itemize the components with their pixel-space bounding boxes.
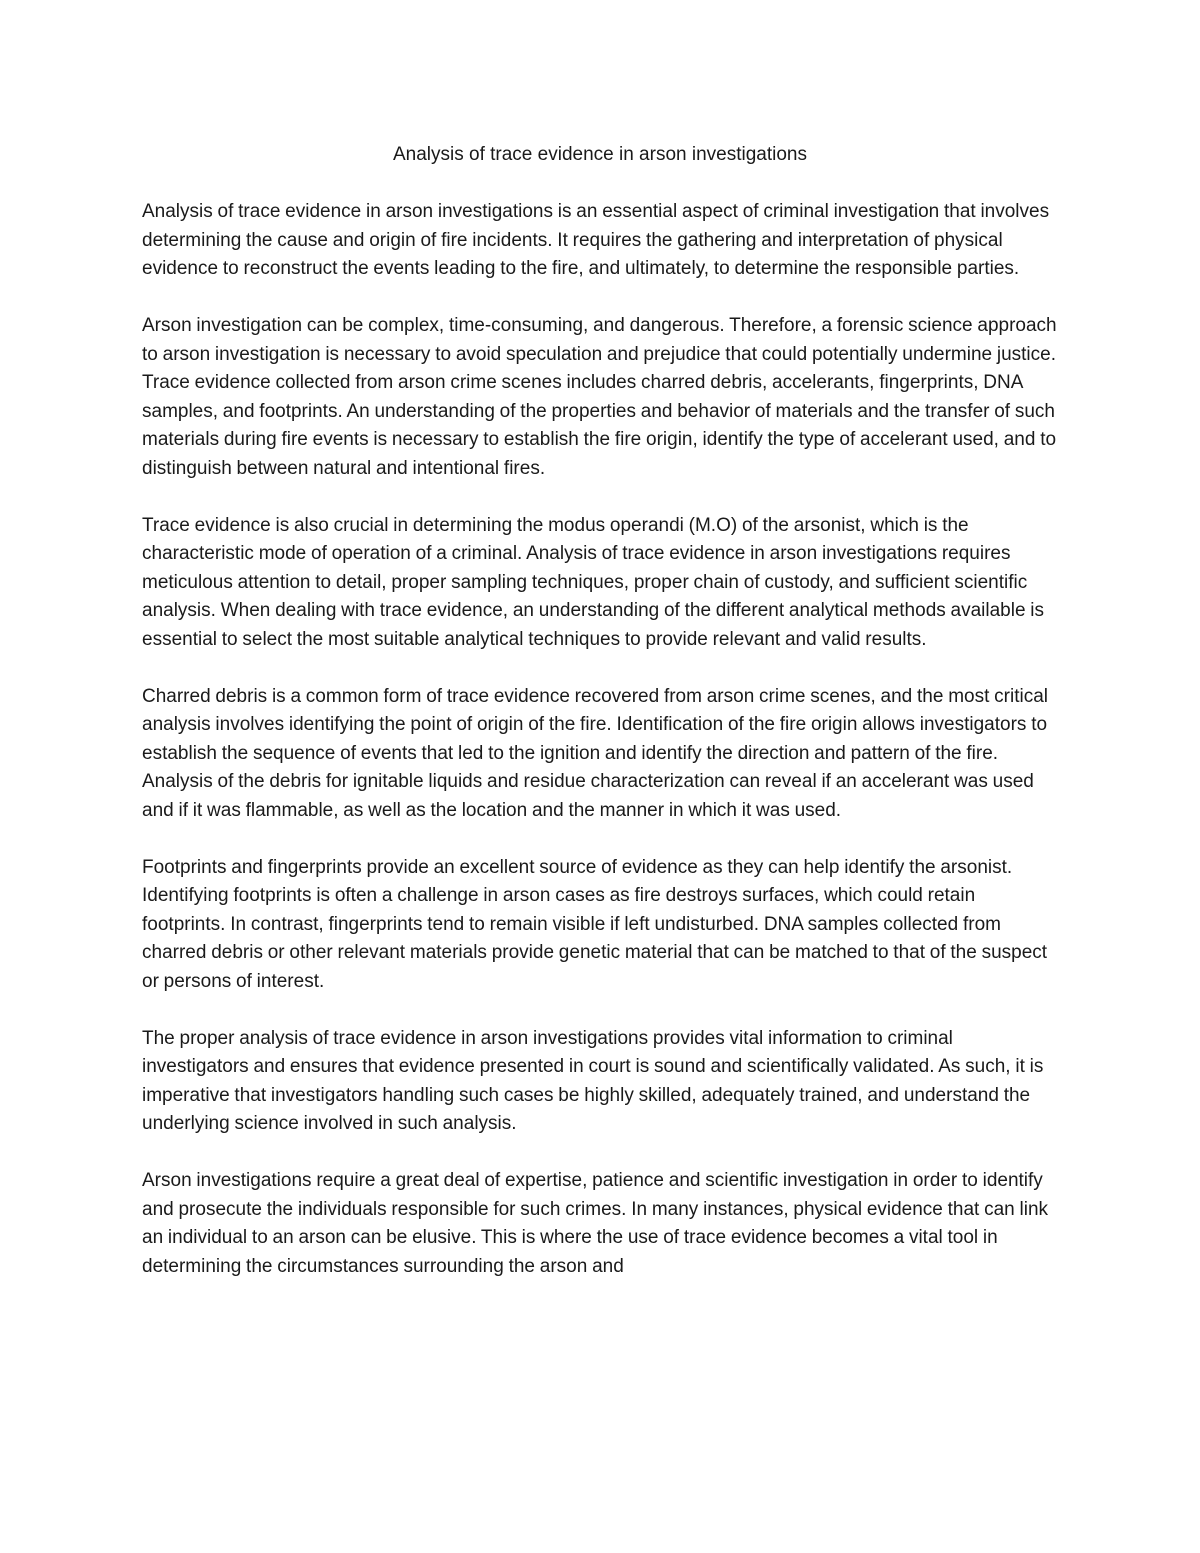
paragraph-3: Trace evidence is also crucial in determining the modus operandi (M.O) of the arsonist, which is the characteristic mode of operation of a criminal. Analysis of trace evidence in arson investigations requires meticulous attention to detail, proper sampling techniques, proper chain of custody, and sufficient scientific analysis. When dealing with trace evidence, an understanding of the different analytical methods available is essential to select the most suitable analytical techniques to provide relevant and valid results. [142, 514, 1045, 650]
document-body [142, 198, 1060, 1310]
paragraph-7: Arson investigations require a great deal of expertise, patience and scientific investigation in order to identify and prosecute the individuals responsible for such crimes. In many instances, physical evidence that can link an individual to an arson can be elusive. This is where the use of trace evidence becomes a vital tool in determining the circumstances surrounding the arson and [142, 1170, 1049, 1277]
paragraph-2: Arson investigation can be complex, time-consuming, and dangerous. Therefore, a forensic science approach to arson investigation is necessary to avoid speculation and prejudice that could potentially undermine justice. Trace evidence collected from arson crime scenes includes charred debris, accelerants, fingerprints, DNA samples, and footprints. An understanding of the properties and behavior of materials and the transfer of such materials during fire events is necessary to establish the fire origin, identify the type of accelerant used, and to distinguish between natural and intentional fires. [142, 315, 1057, 479]
paragraph-6: The proper analysis of trace evidence in arson investigations provides vital information to criminal investigators and ensures that evidence presented in court is sound and scientifically validated. As such, it is imperative that investigators handling such cases be highly skilled, adequately trained, and understand the underlying science involved in such analysis. [142, 1027, 1044, 1134]
paragraph-5: Footprints and fingerprints provide an excellent source of evidence as they can help identify the arsonist. Identifying footprints is often a challenge in arson cases as fire destroys surfaces, which could retain footprints. In contrast, fingerprints tend to remain visible if left undisturbed. DNA samples collected from charred debris or other relevant materials provide genetic material that can be matched to that of the suspect or persons of interest. [142, 856, 1048, 992]
paragraph-1: Analysis of trace evidence in arson investigations is an essential aspect of criminal investigation that involves determining the cause and origin of fire incidents. It requires the gathering and interpretation of physical evidence to reconstruct the events leading to the fire, and ultimately, to determine the responsible parties. [142, 201, 1050, 279]
paragraph-4: Charred debris is a common form of trace evidence recovered from arson crime scenes, and the most critical analysis involves identifying the point of origin of the fire. Identification of the fire origin allows investigators to establish the sequence of events that led to the ignition and identify the direction and pattern of the fire. Analysis of the debris for ignitable liquids and residue characterization can reveal if an accelerant was used and if it was flammable, as well as the location and the manner in which it was used. [142, 685, 1048, 821]
document-title: Analysis of trace evidence in arson investigations [392, 144, 807, 165]
